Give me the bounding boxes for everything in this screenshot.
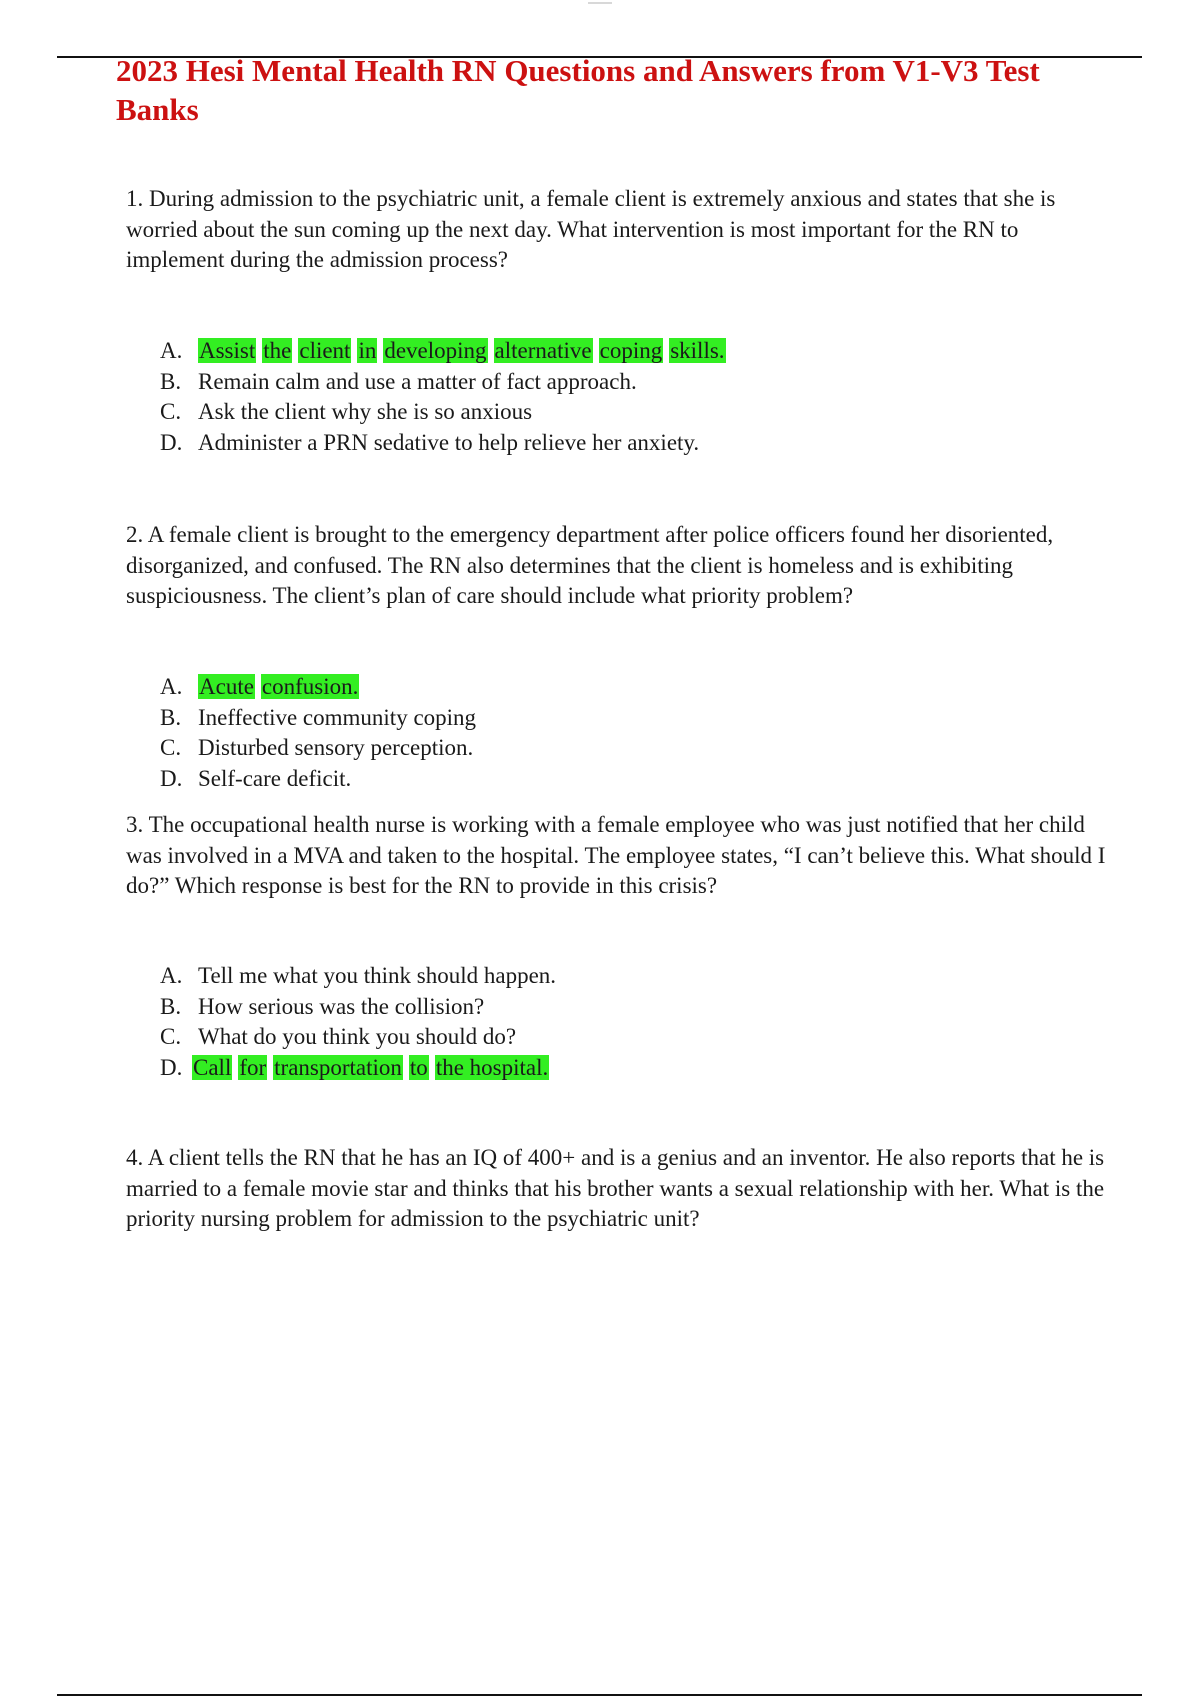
answer-word: developing [384,338,487,363]
question-2-choice-c [160,733,476,764]
question-2 [126,520,1116,612]
choice-letter: A. [160,338,183,363]
question-3-text: 3. The occupational health nurse is working with a female employee who was just notified that her child was involved in a MVA and taken to the hospital. The employee states, “I can’t believe this. What should I do?” Which response is best for the RN to provide in this crisis? [126,812,1106,898]
answer-word: client [299,338,351,363]
highlighted-answer [198,336,726,367]
choice-text: Ineffective community coping [198,704,477,730]
answer-word: Acute [199,674,254,699]
choice-letter: A. [160,674,183,699]
highlighted-answer [198,672,359,703]
answer-word: transportation [274,1054,402,1080]
question-4-text: 4. A client tells the RN that he has an IQ of 400+ and is a genius and an inventor. He also reports that he is married to a female movie star and thinks that his brother wants a sexual relationship with her. What is the priority nursing problem for admission to the psychiatric unit? [126,1145,1105,1231]
choice-text: Ask the client why she is so anxious [198,399,533,424]
choice-text: Remain calm and use a matter of fact approach. [198,368,637,394]
question-3-choices [160,961,556,1083]
answer-word: for [239,1054,267,1080]
question-3-choice-d [160,1053,556,1084]
question-4 [126,1143,1116,1235]
answer-word: in [358,338,377,363]
question-2-choices [160,672,476,794]
choice-text: Tell me what you think should happen. [198,963,557,988]
question-1-choice-b [160,367,726,398]
question-1 [126,184,1116,276]
answer-word: coping [599,338,663,363]
answer-word: Call [193,1054,232,1080]
question-1-choice-a [160,336,726,367]
question-2-choice-a [160,672,476,703]
question-1-choices [160,336,726,458]
answer-word: alternative [494,338,592,363]
choice-letter: B. [160,704,182,730]
top-divider-mark [588,2,612,4]
question-3-choice-a [160,961,556,992]
footer-rule [57,1694,1142,1696]
question-3-choice-c [160,1022,556,1053]
choice-text: Self-care deficit. [198,765,352,791]
choice-text: Disturbed sensory perception. [198,735,474,760]
choice-letter: C. [160,399,182,424]
choice-letter: C. [160,735,182,760]
answer-word: skills. [670,338,725,363]
choice-letter: D. [160,765,183,791]
choice-text: What do you think you should do? [198,1024,517,1049]
question-2-choice-b [160,703,476,734]
choice-letter: C. [160,1024,182,1049]
choice-text: Administer a PRN sedative to help relieve her anxiety. [198,429,700,455]
choice-text: How serious was the collision? [198,993,485,1019]
choice-letter: A. [160,963,183,988]
question-3 [126,810,1116,902]
choice-letter: D. [160,429,183,455]
answer-word: to [409,1054,428,1080]
choice-letter: B. [160,368,182,394]
document-title: 2023 Hesi Mental Health RN Questions and Answers from V1-V3 Test Banks [116,53,1040,127]
answer-word: the [263,338,292,363]
answer-word: Assist [199,338,256,363]
choice-letter: B. [160,993,182,1019]
highlighted-answer [192,1053,549,1084]
question-1-choice-d [160,428,726,459]
answer-word: confusion. [261,674,359,699]
question-1-choice-c [160,397,726,428]
question-1-text: 1. During admission to the psychiatric unit, a female client is extremely anxious and states that she is worried about the sun coming up the next day. What intervention is most important for the RN to implement during the admission process? [126,186,1056,272]
choice-letter: D. [160,1054,183,1080]
answer-word: the hospital. [435,1054,549,1080]
question-2-choice-d [160,764,476,795]
question-2-text: 2. A female client is brought to the emergency department after police officers found her disoriented, disorganized, and confused. The RN also determines that the client is homeless and is exhibiting suspiciousness. The client’s plan of care should include what priority problem? [126,522,1054,608]
question-3-choice-b [160,992,556,1023]
